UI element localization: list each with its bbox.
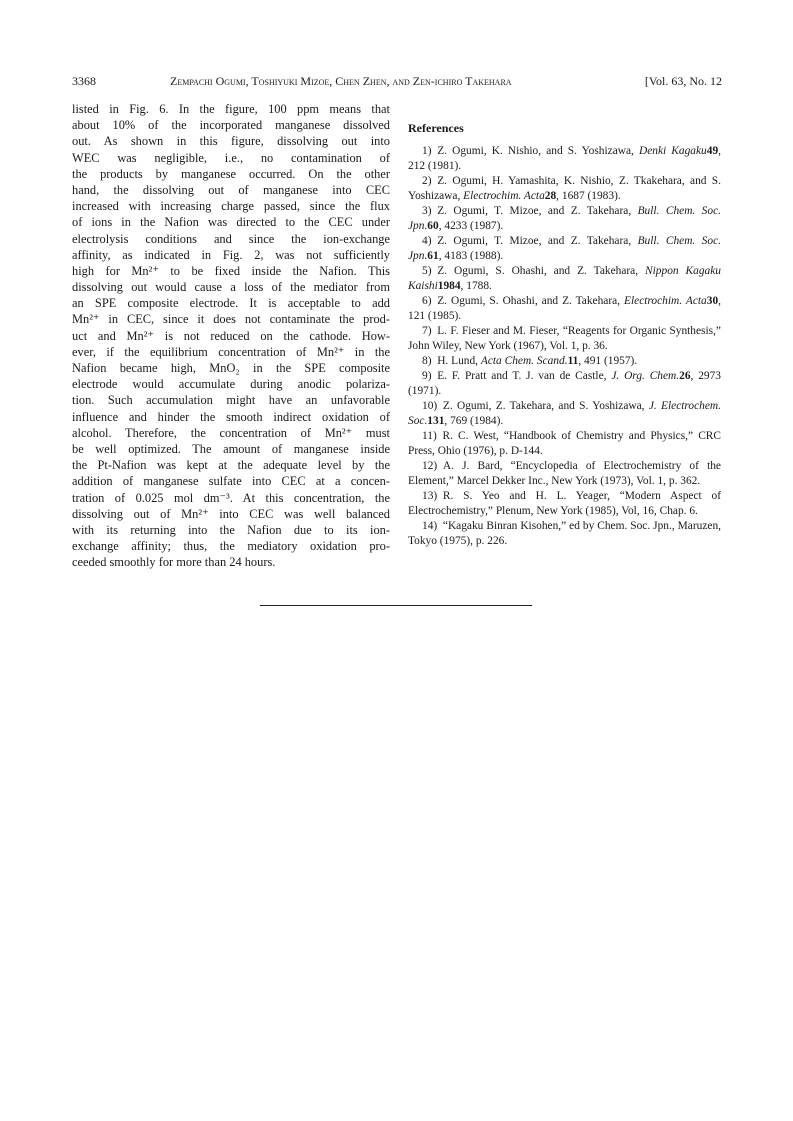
reference-number: 9): [422, 370, 432, 382]
reference-text: A. J. Bard, “Encyclopedia of Electrochemistry of the Element,” Marcel Dekker Inc., New York (1973), Vol. 1, p. 362.: [408, 460, 721, 487]
reference-journal: Nippon Kagaku Kaishi: [408, 265, 721, 292]
reference-number: 5): [422, 265, 432, 277]
body-line: WEC was negligible, i.e., no contamination of: [72, 150, 390, 165]
body-line: ceeded smoothly for more than 24 hours.: [72, 555, 276, 570]
body-line: of ions in the Nafion was directed to the CEC under: [72, 215, 390, 230]
references-heading: References: [408, 121, 464, 135]
body-line: with its returning into the Nafion due to its ion-: [72, 522, 390, 537]
reference-pages: , 769 (1984).: [444, 415, 504, 427]
reference-text: “Kagaku Binran Kisohen,” ed by Chem. Soc. Jpn., Maruzen, Tokyo (1975), p. 226.: [408, 520, 721, 547]
reference-volume: 11: [567, 355, 579, 367]
reference-item: [408, 294, 721, 324]
reference-number: 2): [422, 175, 432, 187]
body-line: uct and Mn²⁺ is not reduced on the cathode. How-: [72, 328, 390, 343]
body-line: affinity, as indicated in Fig. 2, was not sufficiently: [72, 247, 390, 262]
reference-pages: , 4233 (1987).: [438, 220, 504, 232]
body-line: be well optimized. The amount of manganese inside: [72, 441, 390, 456]
reference-item: [408, 369, 721, 399]
page-number: 3368: [72, 74, 96, 88]
reference-pages: , 2973 (1971).: [408, 370, 721, 397]
reference-text: Z. Ogumi, S. Ohashi, and Z. Takehara,: [437, 265, 646, 277]
reference-volume: 1984: [437, 280, 461, 292]
reference-volume: 26: [679, 370, 691, 382]
body-line: about 10% of the incorporated manganese dissolved: [72, 118, 390, 133]
reference-journal: Bull. Chem. Soc. Jpn.: [408, 205, 721, 232]
body-line: tration of 0.025 mol dm⁻³. At this concentration, the: [72, 490, 390, 505]
header-volume: [Vol. 63, No. 12: [644, 74, 722, 88]
reference-volume: 131: [427, 415, 445, 427]
body-line: ever, if the equilibrium concentration of Mn²⁺ in the: [72, 344, 390, 359]
body-line: the Pt-Nafion was kept at the adequate level by the: [72, 458, 390, 473]
reference-item: [408, 144, 721, 174]
reference-pages: , 121 (1985).: [408, 295, 721, 322]
reference-number: 7): [422, 325, 432, 337]
body-line: high for Mn²⁺ to be fixed inside the Nafion. This: [72, 263, 390, 278]
reference-journal: Electrochim. Acta: [463, 190, 545, 202]
reference-text: R. S. Yeo and H. L. Yeager, “Modern Aspect of Electrochemistry,” Plenum, New York (1985), Vol, 16, Chap. 6.: [408, 490, 721, 517]
reference-volume: 49: [706, 145, 719, 157]
reference-journal: Acta Chem. Scand.: [480, 355, 568, 367]
reference-journal: Denki Kagaku: [639, 145, 707, 157]
reference-item: [408, 459, 721, 489]
body-line: Mn²⁺ in CEC, since it does not contaminate the prod-: [72, 312, 390, 327]
reference-volume: 60: [427, 220, 439, 232]
reference-item: [408, 399, 721, 429]
reference-item: [408, 174, 721, 204]
reference-pages: , 4183 (1988).: [438, 250, 504, 262]
reference-text: R. C. West, “Handbook of Chemistry and Physics,” CRC Press, Ohio (1976), p. D-144.: [408, 430, 721, 457]
reference-number: 1): [422, 145, 432, 157]
reference-pages: , 491 (1957).: [578, 355, 638, 367]
body-line: dissolving out would cause a loss of the mediator from: [72, 280, 390, 295]
reference-pages: , 1788.: [460, 280, 492, 292]
reference-number: 10): [422, 400, 438, 412]
reference-volume: 30: [706, 295, 719, 307]
header-authors: Zempachi Ogumi, Toshiyuki Mizoe, Chen Zhen, and Zen-ichiro Takehara: [170, 74, 512, 88]
reference-pages: , 1687 (1983).: [556, 190, 621, 202]
reference-journal: Bull. Chem. Soc. Jpn.: [408, 235, 721, 262]
reference-number: 6): [422, 295, 432, 307]
reference-text: L. F. Fieser and M. Fieser, “Reagents for Organic Synthesis,” John Wiley, New York (1967), Vol. 1, p. 36.: [408, 325, 721, 352]
reference-item: [408, 519, 721, 549]
body-text-column: [72, 101, 390, 570]
body-line: dissolving out of Mn²⁺ into CEC was well balanced: [72, 506, 390, 521]
body-line: out. As shown in this figure, dissolving out into: [72, 134, 390, 149]
body-line: increased with increasing charge passed, since the flux: [72, 199, 390, 214]
body-line: Nafion became high, MnO₂ in the SPE composite: [72, 361, 390, 375]
body-line: listed in Fig. 6. In the figure, 100 ppm means that: [72, 102, 390, 116]
reference-journal: J. Org. Chem.: [611, 370, 680, 382]
reference-number: 14): [422, 520, 438, 532]
reference-number: 3): [422, 205, 432, 217]
reference-number: 8): [422, 355, 432, 367]
reference-number: 13): [422, 490, 438, 502]
body-line: an SPE composite electrode. It is acceptable to add: [72, 296, 390, 311]
reference-item: [408, 489, 721, 519]
reference-text: Z. Ogumi, Z. Takehara, and S. Yoshizawa,: [442, 400, 649, 412]
body-line: hand, the dissolving out of manganese into CEC: [72, 182, 390, 197]
reference-text: Z. Ogumi, T. Mizoe, and Z. Takehara,: [437, 205, 638, 217]
reference-item: [408, 429, 721, 459]
body-line: electrolysis conditions and since the ion-exchange: [72, 231, 390, 246]
body-line: exchange affinity; thus, the mediatory oxidation pro-: [72, 539, 390, 554]
end-rule: [260, 605, 532, 606]
reference-pages: , 212 (1981).: [408, 145, 721, 172]
reference-number: 11): [422, 430, 437, 442]
references-column: [408, 120, 721, 549]
reference-text: Z. Ogumi, S. Ohashi, and Z. Takehara,: [437, 295, 625, 307]
reference-item: [408, 324, 721, 354]
reference-number: 4): [422, 235, 432, 247]
reference-item: [408, 204, 721, 234]
reference-item: [408, 264, 721, 294]
body-line: alcohol. Therefore, the concentration of Mn²⁺ must: [72, 425, 390, 440]
reference-item: [408, 234, 721, 264]
body-line: addition of manganese sulfate into CEC at a concen-: [72, 474, 390, 489]
reference-item: [408, 354, 721, 369]
references-list: [408, 144, 721, 549]
reference-text: Z. Ogumi, T. Mizoe, and Z. Takehara,: [437, 235, 638, 247]
reference-journal: Electrochim. Acta: [624, 295, 707, 307]
reference-volume: 61: [427, 250, 439, 262]
body-line: tion. Such accumulation might have an unfavorable: [72, 393, 390, 408]
reference-text: E. F. Pratt and T. J. van de Castle,: [437, 370, 612, 382]
reference-text: Z. Ogumi, H. Yamashita, K. Nishio, Z. Tkakehara, and S. Yoshizawa,: [408, 175, 721, 202]
reference-text: H. Lund,: [437, 355, 481, 367]
reference-volume: 28: [544, 190, 557, 202]
body-line: electrode would accumulate during anodic polariza-: [72, 377, 390, 392]
body-line: influence and hinder the smooth indirect oxidation of: [72, 409, 390, 424]
reference-text: Z. Ogumi, K. Nishio, and S. Yoshizawa,: [437, 145, 640, 157]
reference-journal: J. Electrochem. Soc.: [408, 400, 721, 427]
reference-number: 12): [422, 460, 438, 472]
running-header: [72, 72, 722, 90]
body-line: the products by manganese occurred. On the other: [72, 166, 390, 181]
